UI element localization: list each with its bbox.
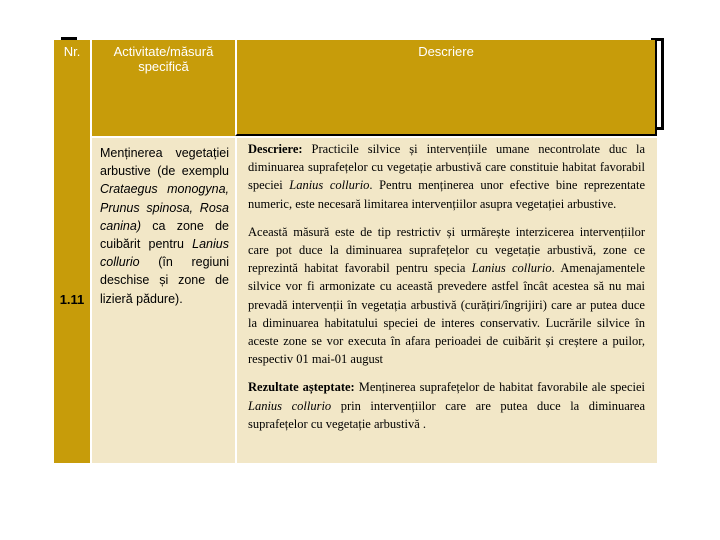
description-cell xyxy=(235,136,657,463)
description-paragraph xyxy=(248,140,645,213)
expected-results-text: Menținerea suprafețelor de habitat favorabile ale speciei xyxy=(354,380,645,395)
activity-species-list: Crataegus monogyna, Prunus spinosa, Rosa canina) xyxy=(100,182,229,233)
header-activity: Activitate/măsură specifică xyxy=(90,40,235,136)
species-name: Lanius collurio xyxy=(471,261,552,276)
expected-results-label: Rezultate așteptate: xyxy=(248,380,355,395)
table-header-row xyxy=(54,40,657,136)
species-name: Lanius collurio xyxy=(289,178,370,193)
activity-species-name: Lanius collurio xyxy=(100,237,229,270)
table-row xyxy=(54,136,657,463)
activity-text: (în regiuni deschise și zone de lizieră pădure). xyxy=(100,255,229,306)
measure-text: Această măsură este de tip restrictiv și urmărește interzicerea intervențiilor care pot duce la diminuarea suprafețelor cu vegetație arbustivă, zone ce reprezintă habitat favorabil pentru specia xyxy=(248,224,645,276)
expected-results-text: prin intervențiilor care are putea duce la diminuarea suprafețelor cu vegetație arbustivă . xyxy=(248,398,646,431)
measure-paragraph xyxy=(248,223,645,369)
activity-text: ca zone de cuibărit pentru xyxy=(100,218,229,252)
expected-results-paragraph xyxy=(248,378,645,433)
measure-text: . Amenajamentele silvice vor fi armonizate cu această prevedere astfel încât acestea să nu mai prevadă intervenții în vegetația arbustivă (curățiri/îngrijiri) care ar putea duce la diminuarea habitatului speciei de interes conservativ. Lucrările silvice în aceste zone se vor executa în afara perioadei de cuibărit și creștere a puilor, respectiv 01 mai-01 august xyxy=(248,261,645,367)
description-text: . Pentru menținerea unor efective bine reprezentate numeric, este necesară limitarea intervențiilor asupra vegetației arbustive. xyxy=(248,178,645,211)
row-number: 1.11 xyxy=(54,136,90,463)
activity-cell xyxy=(90,136,235,463)
header-description: Descriere xyxy=(235,40,657,136)
description-label: Descriere: xyxy=(248,142,303,156)
activity-text: Menținerea vegetației arbustive (de exemplu xyxy=(100,146,229,179)
description-text: Practicile silvice și intervențiile umane necontrolate duc la diminuarea suprafețelor cu vegetație arbustivă care constituie habitat favorabil speciei xyxy=(248,142,645,193)
species-name: Lanius collurio xyxy=(248,398,332,413)
header-nr: Nr. xyxy=(54,40,90,136)
measures-table xyxy=(54,40,657,463)
